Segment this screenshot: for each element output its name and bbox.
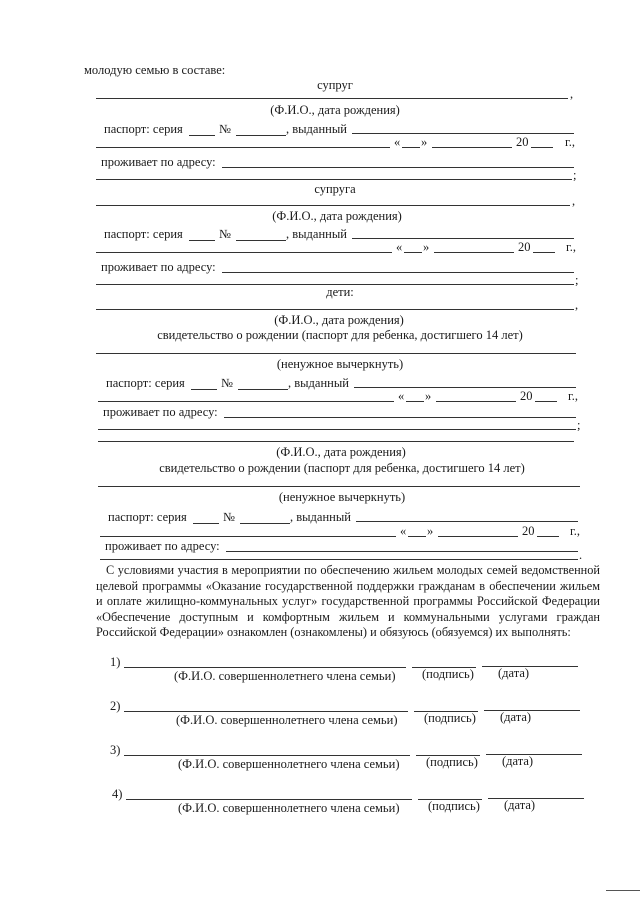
spouse1-fio-caption: (Ф.И.О., дата рождения) [270, 103, 400, 117]
child1-fio-line[interactable] [96, 309, 574, 310]
child2-address-label: проживает по адресу: [105, 539, 220, 553]
spouse2-issued-label: , выданный [286, 227, 347, 241]
intro-text: молодую семью в составе: [84, 63, 226, 77]
child1-number-sign: № [221, 376, 233, 390]
spouse1-passport-number-field[interactable] [236, 135, 286, 136]
spouse1-fio-line[interactable] [96, 98, 568, 99]
signature-1-sign-caption: (подпись) [422, 667, 474, 681]
child1-issue-year-field[interactable] [535, 401, 557, 402]
spouse2-issue-day-field[interactable] [404, 252, 422, 253]
spouse2-issue-month-field[interactable] [434, 252, 514, 253]
spouse1-passport-series-field[interactable] [189, 135, 215, 136]
signature-2-number: 2) [110, 699, 121, 713]
signature-3-sign-caption: (подпись) [426, 755, 478, 769]
signature-2-sign-caption: (подпись) [424, 711, 476, 725]
spouse2-year-prefix: 20 [518, 240, 531, 254]
child1-issued-label: , выданный [288, 376, 349, 390]
spouse2-quote-open: « [396, 240, 403, 254]
child1-certificate-field[interactable] [96, 353, 576, 354]
signature-4-sign-caption: (подпись) [428, 799, 480, 813]
signature-2-date-caption: (дата) [500, 710, 532, 724]
spouse1-comma: , [570, 87, 574, 101]
signature-1-date-caption: (дата) [498, 666, 530, 680]
signature-1-fio-field[interactable] [124, 667, 406, 668]
child2-number-sign: № [223, 510, 235, 524]
spouse2-passport-number-field[interactable] [236, 240, 286, 241]
signature-3-number: 3) [110, 743, 121, 757]
signature-3-fio-caption: (Ф.И.О. совершеннолетнего члена семьи) [178, 757, 400, 771]
spouse1-issue-month-field[interactable] [432, 147, 512, 148]
spouse1-quote-close: » [421, 135, 428, 149]
child2-passport-label: паспорт: серия [108, 510, 187, 524]
spouse1-address-field-2[interactable] [96, 179, 572, 180]
conditions-paragraph: С условиями участия в мероприятии по обеспечению жильем молодых семей ведомственной целевой программы «Оказание государственной поддержки гражданам в обеспечении жильем и оплате жилищно-коммунальных услуг» государственной программы Российской Федерации «Обеспечение доступным и комфортным жильем и коммунальными услугами граждан Российской Федерации» ознакомлен (ознакомлены) и обязуюсь (обязуемся) их выполнять: [96, 563, 600, 640]
spouse1-issue-year-field[interactable] [531, 147, 553, 148]
child1-issued-by-field[interactable] [354, 387, 576, 388]
spouse2-passport-label: паспорт: серия [104, 227, 183, 241]
child2-period: . [579, 548, 583, 562]
child1-year-suffix: г., [568, 389, 578, 403]
child2-quote-close: » [427, 524, 434, 538]
signature-1-fio-caption: (Ф.И.О. совершеннолетнего члена семьи) [174, 669, 396, 683]
child1-fio-caption: (Ф.И.О., дата рождения) [274, 313, 404, 327]
child1-issue-month-field[interactable] [436, 401, 516, 402]
spouse1-issue-day-field[interactable] [402, 147, 420, 148]
spouse2-address-label: проживает по адресу: [101, 260, 216, 274]
spouse1-quote-open: « [394, 135, 401, 149]
spouse2-quote-close: » [423, 240, 430, 254]
spouse2-year-suffix: г., [566, 240, 576, 254]
child2-address-field[interactable] [226, 551, 578, 552]
child1-issued-by-field-2[interactable] [98, 401, 394, 402]
child1-semicolon: ; [577, 418, 581, 432]
child2-issued-by-field[interactable] [356, 521, 578, 522]
spouse2-address-field[interactable] [222, 272, 574, 273]
children-title: дети: [326, 285, 354, 299]
signature-4-fio-field[interactable] [126, 799, 412, 800]
child1-passport-label: паспорт: серия [106, 376, 185, 390]
signature-1-date-field[interactable] [482, 666, 578, 667]
signature-4-number: 4) [112, 787, 123, 801]
child2-issue-day-field[interactable] [408, 536, 426, 537]
child1-comma: , [575, 298, 579, 312]
child1-year-prefix: 20 [520, 389, 533, 403]
spouse2-issued-by-field-2[interactable] [96, 252, 392, 253]
child2-issued-label: , выданный [290, 510, 351, 524]
child2-quote-open: « [400, 524, 407, 538]
signature-3-date-field[interactable] [486, 754, 582, 755]
spouse2-passport-series-field[interactable] [189, 240, 215, 241]
spouse2-issue-year-field[interactable] [533, 252, 555, 253]
spouse1-address-label: проживает по адресу: [101, 155, 216, 169]
signature-2-fio-field[interactable] [124, 711, 408, 712]
child2-issue-month-field[interactable] [438, 536, 518, 537]
spouse1-issued-label: , выданный [286, 122, 347, 136]
child2-year-prefix: 20 [522, 524, 535, 538]
child2-certificate-field[interactable] [98, 486, 580, 487]
child1-address-field-2[interactable] [98, 429, 576, 430]
spouse2-issued-by-field[interactable] [352, 238, 574, 239]
child1-address-field-3[interactable] [98, 441, 574, 442]
spouse1-year-prefix: 20 [516, 135, 529, 149]
signature-3-date-caption: (дата) [502, 754, 534, 768]
child1-issue-day-field[interactable] [406, 401, 424, 402]
spouse1-issued-by-field[interactable] [352, 133, 574, 134]
child1-certificate-label: свидетельство о рождении (паспорт для ребенка, достигшего 14 лет) [157, 328, 523, 342]
child2-fio-caption: (Ф.И.О., дата рождения) [276, 445, 406, 459]
child2-certificate-label: свидетельство о рождении (паспорт для ребенка, достигшего 14 лет) [159, 461, 525, 475]
spouse1-year-suffix: г., [565, 135, 575, 149]
child2-address-field-2[interactable] [100, 559, 578, 560]
child2-issue-year-field[interactable] [537, 536, 559, 537]
signature-2-date-field[interactable] [484, 710, 580, 711]
child1-quote-close: » [425, 389, 432, 403]
signature-4-fio-caption: (Ф.И.О. совершеннолетнего члена семьи) [178, 801, 400, 815]
child1-address-label: проживает по адресу: [103, 405, 218, 419]
spouse1-semicolon: ; [573, 168, 577, 182]
spouse1-issued-by-field-2[interactable] [96, 147, 390, 148]
child2-year-suffix: г., [570, 524, 580, 538]
child1-cross-out-note: (ненужное вычеркнуть) [276, 357, 404, 371]
child1-passport-number-field[interactable] [238, 389, 288, 390]
signature-1-number: 1) [110, 655, 121, 669]
spouse2-fio-caption: (Ф.И.О., дата рождения) [272, 209, 402, 223]
spouse1-title: супруг [317, 78, 353, 92]
spouse2-fio-line[interactable] [96, 205, 570, 206]
child1-address-field[interactable] [224, 417, 576, 418]
child2-passport-series-field[interactable] [193, 523, 219, 524]
spouse1-address-field[interactable] [222, 167, 574, 168]
child2-issued-by-field-2[interactable] [100, 536, 396, 537]
signature-4-date-caption: (дата) [504, 798, 536, 812]
page-corner-mark [606, 890, 640, 891]
child1-quote-open: « [398, 389, 405, 403]
signature-2-fio-caption: (Ф.И.О. совершеннолетнего члена семьи) [176, 713, 398, 727]
signature-4-date-field[interactable] [488, 798, 584, 799]
child2-cross-out-note: (ненужное вычеркнуть) [278, 490, 406, 504]
spouse1-passport-label: паспорт: серия [104, 122, 183, 136]
child1-passport-series-field[interactable] [191, 389, 217, 390]
spouse2-comma: , [572, 194, 576, 208]
spouse2-title: супруга [314, 182, 356, 196]
child2-passport-number-field[interactable] [240, 523, 290, 524]
spouse1-number-sign: № [219, 122, 231, 136]
spouse2-semicolon: ; [575, 273, 579, 287]
signature-3-fio-field[interactable] [124, 755, 410, 756]
spouse2-number-sign: № [219, 227, 231, 241]
